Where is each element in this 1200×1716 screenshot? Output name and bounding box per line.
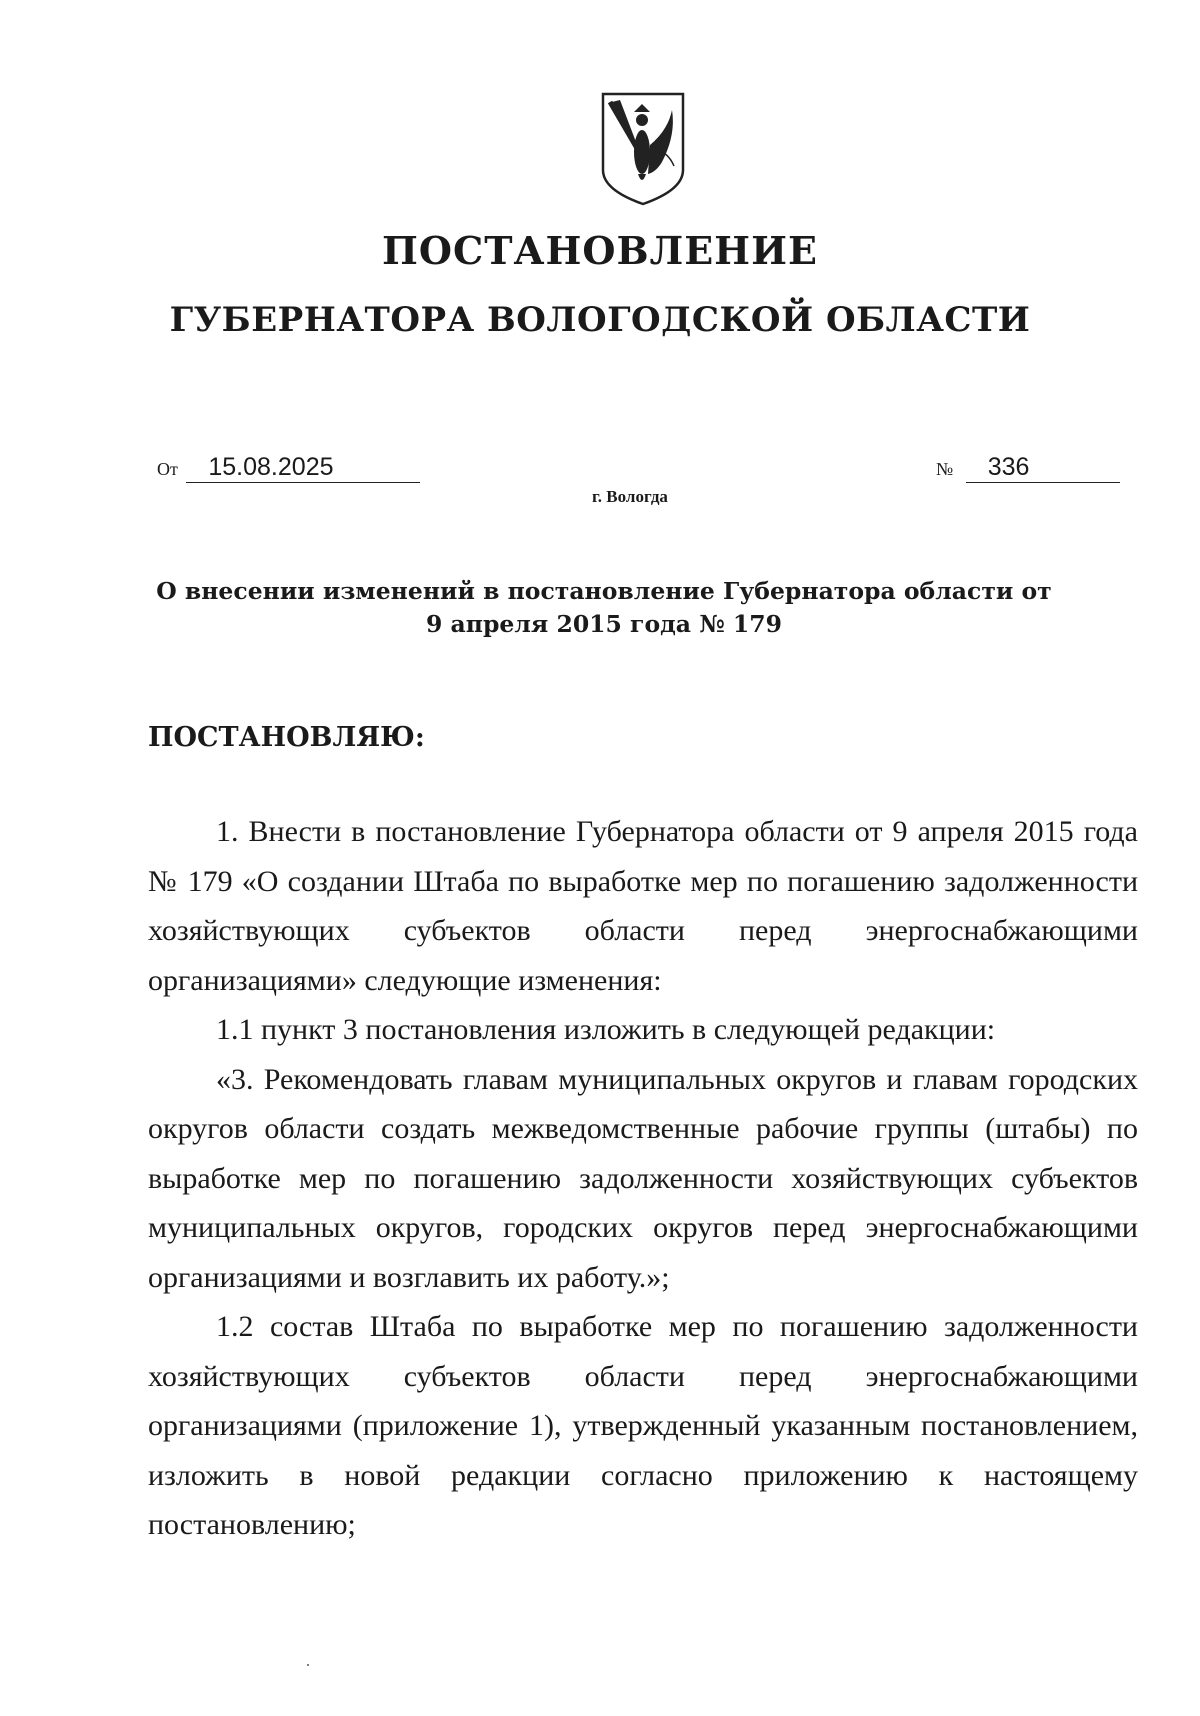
date-value: 15.08.2025: [186, 452, 420, 483]
decree-heading: ПОСТАНОВЛЯЮ:: [148, 722, 425, 753]
body-paragraph: «3. Рекомендовать главам муниципальных округов и главам городских округов области создать межведомственные рабочие группы (штабы) по выработке мер по погашению задолженности хозяйствующих субъектов муниципальных округов, городских округов перед энергоснабжающими организациями и возглавить их работу.»;: [148, 1062, 1138, 1294]
number-value: 336: [966, 452, 1120, 483]
body-paragraph: 1.1 пункт 3 постановления изложить в следующей редакции:: [216, 1013, 996, 1046]
document-subject: О внесении изменений в постановление Губернатора области от 9 апреля 2015 года № 179: [156, 577, 1052, 638]
number-prefix: №: [936, 459, 954, 479]
date-field: [157, 452, 420, 483]
issuer-title: ГУБЕРНАТОРА ВОЛОГОДСКОЙ ОБЛАСТИ: [169, 300, 1031, 340]
scan-speck: [307, 1664, 309, 1666]
body-paragraph: 1.2 состав Штаба по выработке мер по погашению задолженности хозяйствующих субъектов области перед энергоснабжающими организациями (приложение 1), утвержденный указанным постановлением, изложить в новой редакции согласно приложению к настоящему постановлению;: [148, 1310, 1138, 1541]
document-title: ПОСТАНОВЛЕНИЕ: [382, 228, 818, 273]
document-body: [148, 807, 1138, 1550]
date-prefix: От: [157, 459, 178, 479]
coat-of-arms-icon: [598, 90, 688, 208]
body-paragraph: 1. Внести в постановление Губернатора области от 9 апреля 2015 года № 179 «О создании Штаба по выработке мер по погашению задолженности хозяйствующих субъектов области перед энергоснабжающими организациями» следующие изменения:: [148, 815, 1138, 997]
city-label: г. Вологда: [592, 487, 668, 506]
number-field: [936, 452, 1120, 483]
